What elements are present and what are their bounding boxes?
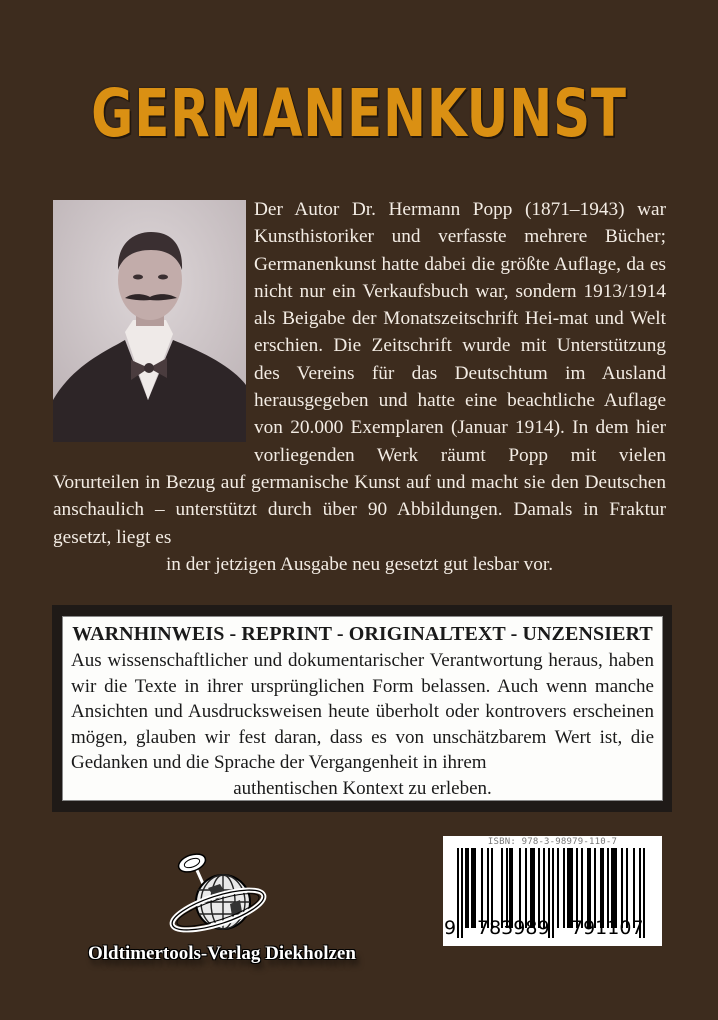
warning-panel xyxy=(62,616,663,801)
isbn-barcode xyxy=(443,836,662,946)
warning-box xyxy=(52,605,672,812)
publisher-name: Oldtimertools-Verlag Diekholzen xyxy=(88,943,356,964)
barcode-digits-left: 783989 xyxy=(477,917,550,939)
warning-body xyxy=(71,648,654,801)
barcode-digits-right: 791107 xyxy=(571,917,644,939)
warning-title: WARNHINWEIS - REPRINT - ORIGINALTEXT - UNZENSIERT xyxy=(72,623,653,645)
warning-last-line: authentischen Kontext zu erleben. xyxy=(233,777,492,799)
photo-spacer xyxy=(53,196,254,442)
bio-text: Der Autor Dr. Hermann Popp (1871–1943) war Kunsthistoriker und verfasste mehrere Bücher; Germanenkunst hatte dabei die größte Auflage, da es nicht nur ein Verkaufsbuch war, sondern 1913/1914 als Beigabe der Monatszeitschrift Hei-mat und Welt erschien. Die Zeitschrift wurde mit Unterstützung des Vereins für das Deutschtum im Ausland herausgegeben und hatte eine beachtliche Auflage von 20.000 Exemplaren (Januar 1914). In dem hier vorliegenden Werk räumt Popp mit vielen Vorurteilen in Bezug auf germanische Kunst auf und macht sie den Deutschen anschaulich – unterstützt durch über 90 Abbildungen. Damals in Fraktur gesetzt, liegt es xyxy=(53,199,666,548)
globe-ring-icon xyxy=(168,850,268,935)
bio-last-line: in der jetzigen Ausgabe neu gesetzt gut lesbar vor. xyxy=(165,553,554,575)
book-title: GERMANENKUNST xyxy=(91,75,627,152)
author-bio xyxy=(53,196,666,578)
warning-text: Aus wissenschaftlicher und dokumentarischer Verantwortung heraus, haben wir die Texte in ihrer ursprünglichen Form belassen. Auch wenn manche Ansichten und Ausdrucksweisen heute überholt oder kontrovers erscheinen mögen, glauben wir fest daran, dass es von unschätzbarem Wert ist, die Gedanken und die Sprache der Vergangenheit in ihrem xyxy=(71,650,654,773)
barcode-digit-first: 9 xyxy=(444,917,457,939)
isbn-label: ISBN: 978-3-98979-110-7 xyxy=(487,837,618,847)
